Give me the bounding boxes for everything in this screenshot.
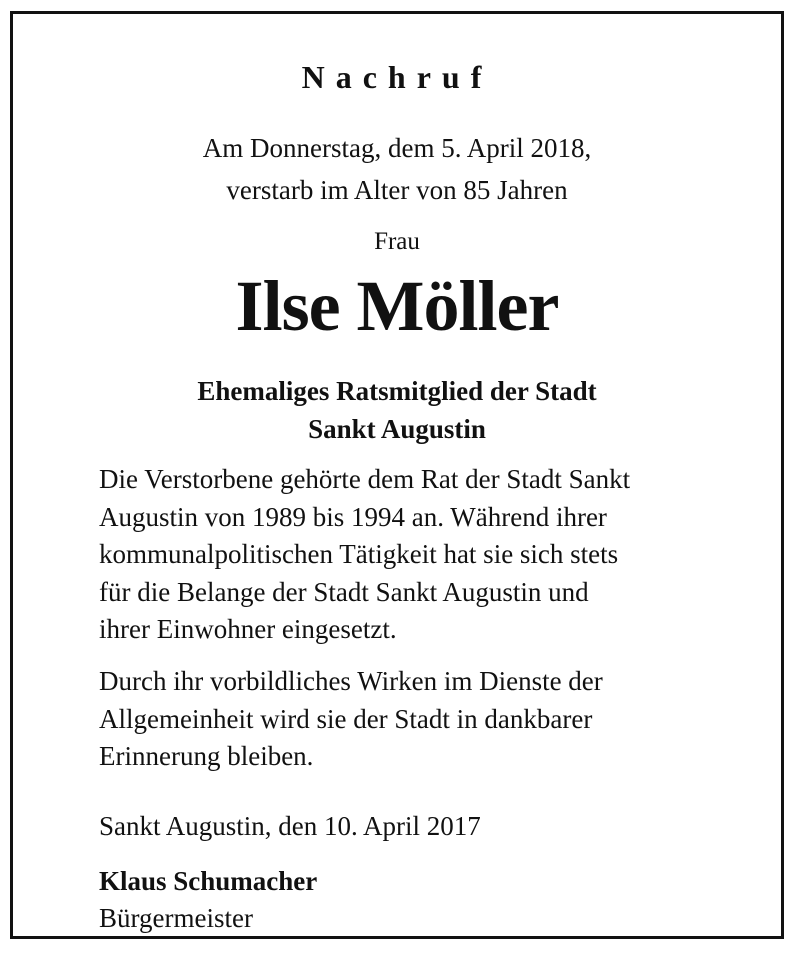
tribute-paragraph-1 xyxy=(99,461,739,649)
paragraph-line: Augustin von 1989 bis 1994 an. Während ihrer xyxy=(99,501,607,532)
paragraph-line: für die Belange der Stadt Sankt Augustin und xyxy=(99,576,589,607)
intro-line-date: Am Donnerstag, dem 5. April 2018, xyxy=(202,133,592,163)
paragraph-line: Durch ihr vorbildliches Wirken im Dienste der xyxy=(99,666,603,696)
paragraph-line: ihrer Einwohner eingesetzt. xyxy=(99,614,397,644)
intro-line-age: verstarb im Alter von 85 Jahren xyxy=(226,175,568,205)
paragraph-line: Allgemeinheit wird sie der Stadt in dankbarer xyxy=(99,703,593,734)
paragraph-line: kommunalpolitischen Tätigkeit hat sie sich stets xyxy=(99,539,619,569)
notice-content xyxy=(16,17,778,933)
death-announcement xyxy=(16,127,778,211)
role-line: Ehemaliges Ratsmitglied der Stadt xyxy=(197,376,597,406)
notice-border xyxy=(10,11,784,939)
paragraph-line: Erinnerung bleiben. xyxy=(99,741,314,771)
deceased-role xyxy=(16,372,778,448)
paragraph-line: Die Verstorbene gehörte dem Rat der Stadt Sankt xyxy=(99,464,631,494)
deceased-name: Ilse Möller xyxy=(235,266,559,346)
notice-title: Nachruf xyxy=(301,59,493,95)
signer-name: Klaus Schumacher xyxy=(99,866,318,896)
salutation: Frau xyxy=(374,228,420,255)
tribute-paragraph-2 xyxy=(99,663,739,776)
role-line: Sankt Augustin xyxy=(308,414,486,444)
signer-title: Bürgermeister xyxy=(99,903,253,933)
place-and-date: Sankt Augustin, den 10. April 2017 xyxy=(99,811,481,841)
